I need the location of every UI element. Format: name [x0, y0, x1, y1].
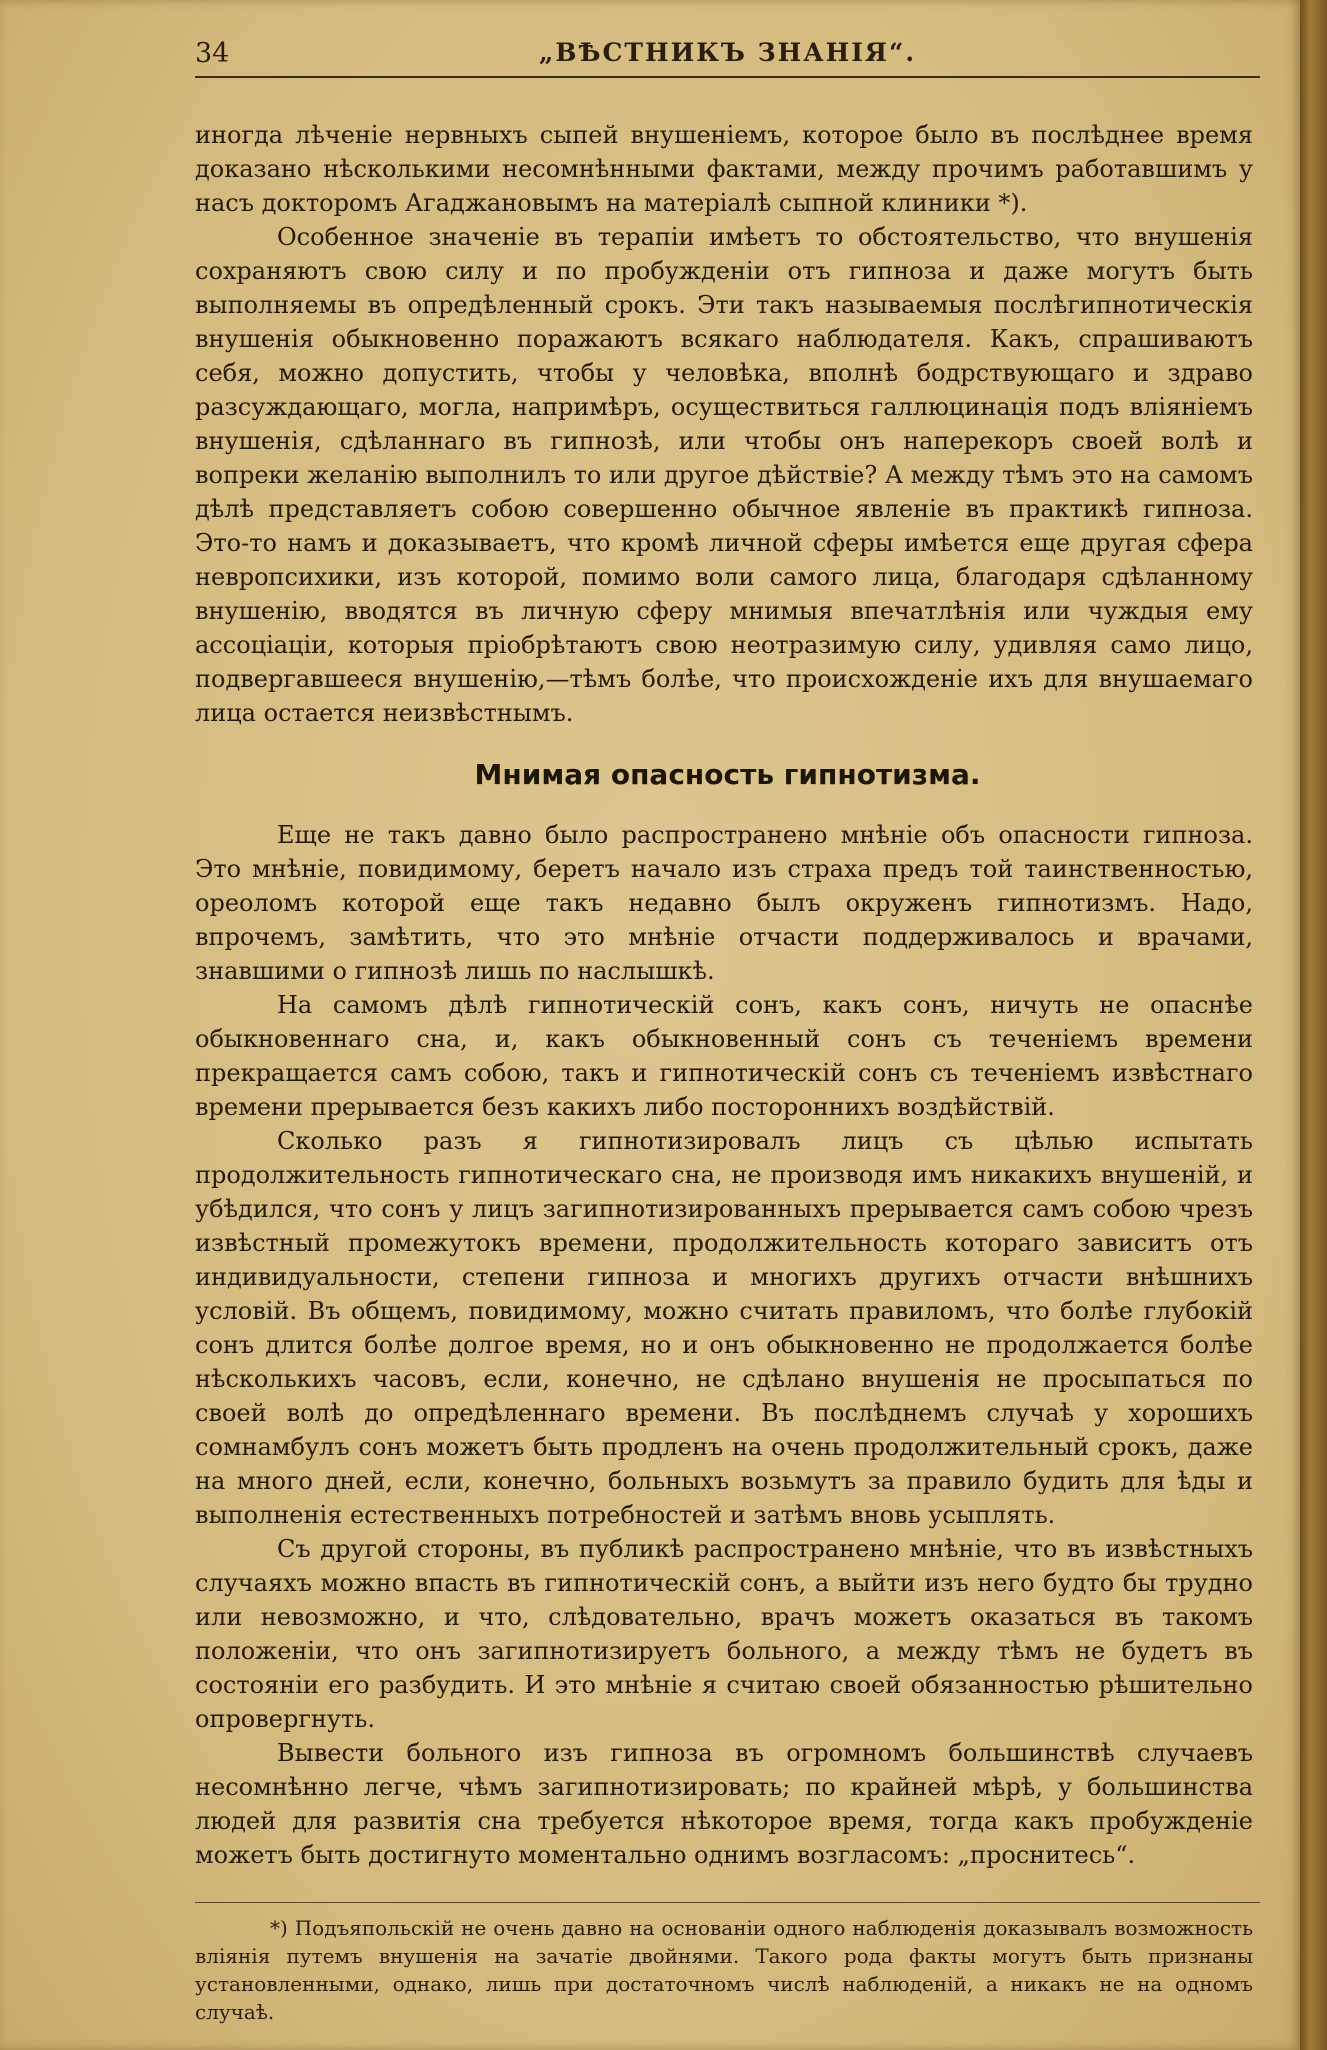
running-header	[195, 38, 1260, 74]
running-title: „ВѢСТНИКЪ ЗНАНІЯ“.	[538, 38, 917, 67]
header-rule	[195, 76, 1260, 78]
footnote: *) Подъяпольскій не очень давно на основаніи одного наблюденія доказывалъ возможность вліянія путемъ внушенія на зачатіе двойнями. Такого рода факты могутъ быть признаны установленными, однако, лишь при достаточномъ числѣ наблюденій, а никакъ не на одномъ случаѣ.	[195, 1916, 1253, 2024]
paragraph: Особенное значеніе въ терапіи имѣетъ то обстоятельство, что внушенія сохраняютъ свою силу и по пробужденіи отъ гипноза и даже могутъ быть выполняемы въ опредѣленный срокъ. Эти такъ называемыя послѣгипнотическія внушенія обыкновенно поражаютъ всякаго наблюдателя. Какъ, спрашиваютъ себя, можно допустить, чтобы у человѣка, вполнѣ бодрствующаго и здраво разсуждающаго, могла, напримѣръ, осуществиться галлюцинація подъ вліяніемъ внушенія, сдѣланнаго въ гипнозѣ, или чтобы онъ наперекоръ своей волѣ и вопреки желанію выполнилъ то или другое дѣйствіе? А между тѣмъ это на самомъ дѣлѣ представляетъ собою совершенно обычное явленіе въ практикѣ гипноза. Это-то намъ и доказываетъ, что кромѣ личной сферы имѣется еще другая сфера невропсихики, изъ которой, помимо воли самого лица, благодаря сдѣланному внушенію, вводятся въ личную сферу мнимыя впечатлѣнія или чуждыя ему ассоціаціи, которыя пріобрѣтаютъ свою неотразимую силу, удивляя само лицо, подвергавшееся внушенію,—тѣмъ болѣе, что происхожденіе ихъ для внушаемаго лица остается неизвѣстнымъ.	[195, 223, 1253, 727]
section-heading: Мнимая опасность гипнотизма.	[474, 758, 981, 791]
footnote-rule	[195, 1902, 1260, 1903]
page-edge	[1300, 0, 1327, 2050]
paragraph: Вывести больного изъ гипноза въ огромномъ большинствѣ случаевъ несомнѣнно легче, чѣмъ загипнотизировать; по крайней мѣрѣ, у большинства людей для развитія сна требуется нѣкоторое время, тогда какъ пробужденіе можетъ быть достигнуто моментально однимъ возгласомъ: „проснитесь“.	[195, 1739, 1253, 1869]
paragraph: На самомъ дѣлѣ гипнотическій сонъ, какъ сонъ, ничуть не опаснѣе обыкновеннаго сна, и, какъ обыкновенный сонъ съ теченіемъ времени прекращается самъ собою, такъ и гипнотическій сонъ съ теченіемъ извѣстнаго времени прерывается безъ какихъ либо постороннихъ воздѣйствій.	[195, 991, 1253, 1121]
paragraph: Съ другой стороны, въ публикѣ распространено мнѣніе, что въ извѣстныхъ случаяхъ можно впасть въ гипнотическій сонъ, а выйти изъ него будто бы трудно или невозможно, и что, слѣдовательно, врачъ можетъ оказаться въ такомъ положеніи, что онъ загипнотизируетъ больного, а между тѣмъ не будетъ въ состояніи его разбудить. И это мнѣніе я считаю своей обязанностью рѣшительно опровергнуть.	[195, 1535, 1253, 1733]
section-body	[195, 818, 1253, 1872]
intro-text	[195, 118, 1253, 730]
paragraph: иногда лѣченіе нервныхъ сыпей внушеніемъ, которое было въ послѣднее время доказано нѣсколькими несомнѣнными фактами, между прочимъ работавшимъ у насъ докторомъ Агаджановымъ на матеріалѣ сыпной клиники *).	[195, 121, 1253, 217]
paragraph: Сколько разъ я гипнотизировалъ лицъ съ цѣлью испытать продолжительность гипнотическаго сна, не производя имъ никакихъ внушеній, и убѣдился, что сонъ у лицъ загипнотизированныхъ прерывается самъ собою чрезъ извѣстный промежутокъ времени, продолжительность котораго зависитъ отъ индивидуальности, степени гипноза и многихъ другихъ отчасти внѣшнихъ условій. Въ общемъ, повидимому, можно считать правиломъ, что болѣе глубокій сонъ длится болѣе долгое время, но и онъ обыкновенно не продолжается болѣе нѣсколькихъ часовъ, если, конечно, не сдѣлано внушенія не просыпаться по своей волѣ до опредѣленнаго времени. Въ послѣднемъ случаѣ у хорошихъ сомнамбулъ сонъ можетъ быть продленъ на очень продолжительный срокъ, даже на много дней, если, конечно, больныхъ возьмутъ за правило будить для ѣды и выполненія естественныхъ потребностей и затѣмъ вновь усыплять.	[195, 1127, 1253, 1529]
page-number: 34	[195, 38, 230, 69]
paragraph: Еще не такъ давно было распространено мнѣніе объ опасности гипноза. Это мнѣніе, повидимому, беретъ начало изъ страха предъ той таинственностью, ореоломъ которой еще такъ недавно былъ окруженъ гипнотизмъ. Надо, впрочемъ, замѣтить, что это мнѣніе отчасти поддерживалось и врачами, знавшими о гипнозѣ лишь по наслышкѣ.	[195, 821, 1253, 985]
